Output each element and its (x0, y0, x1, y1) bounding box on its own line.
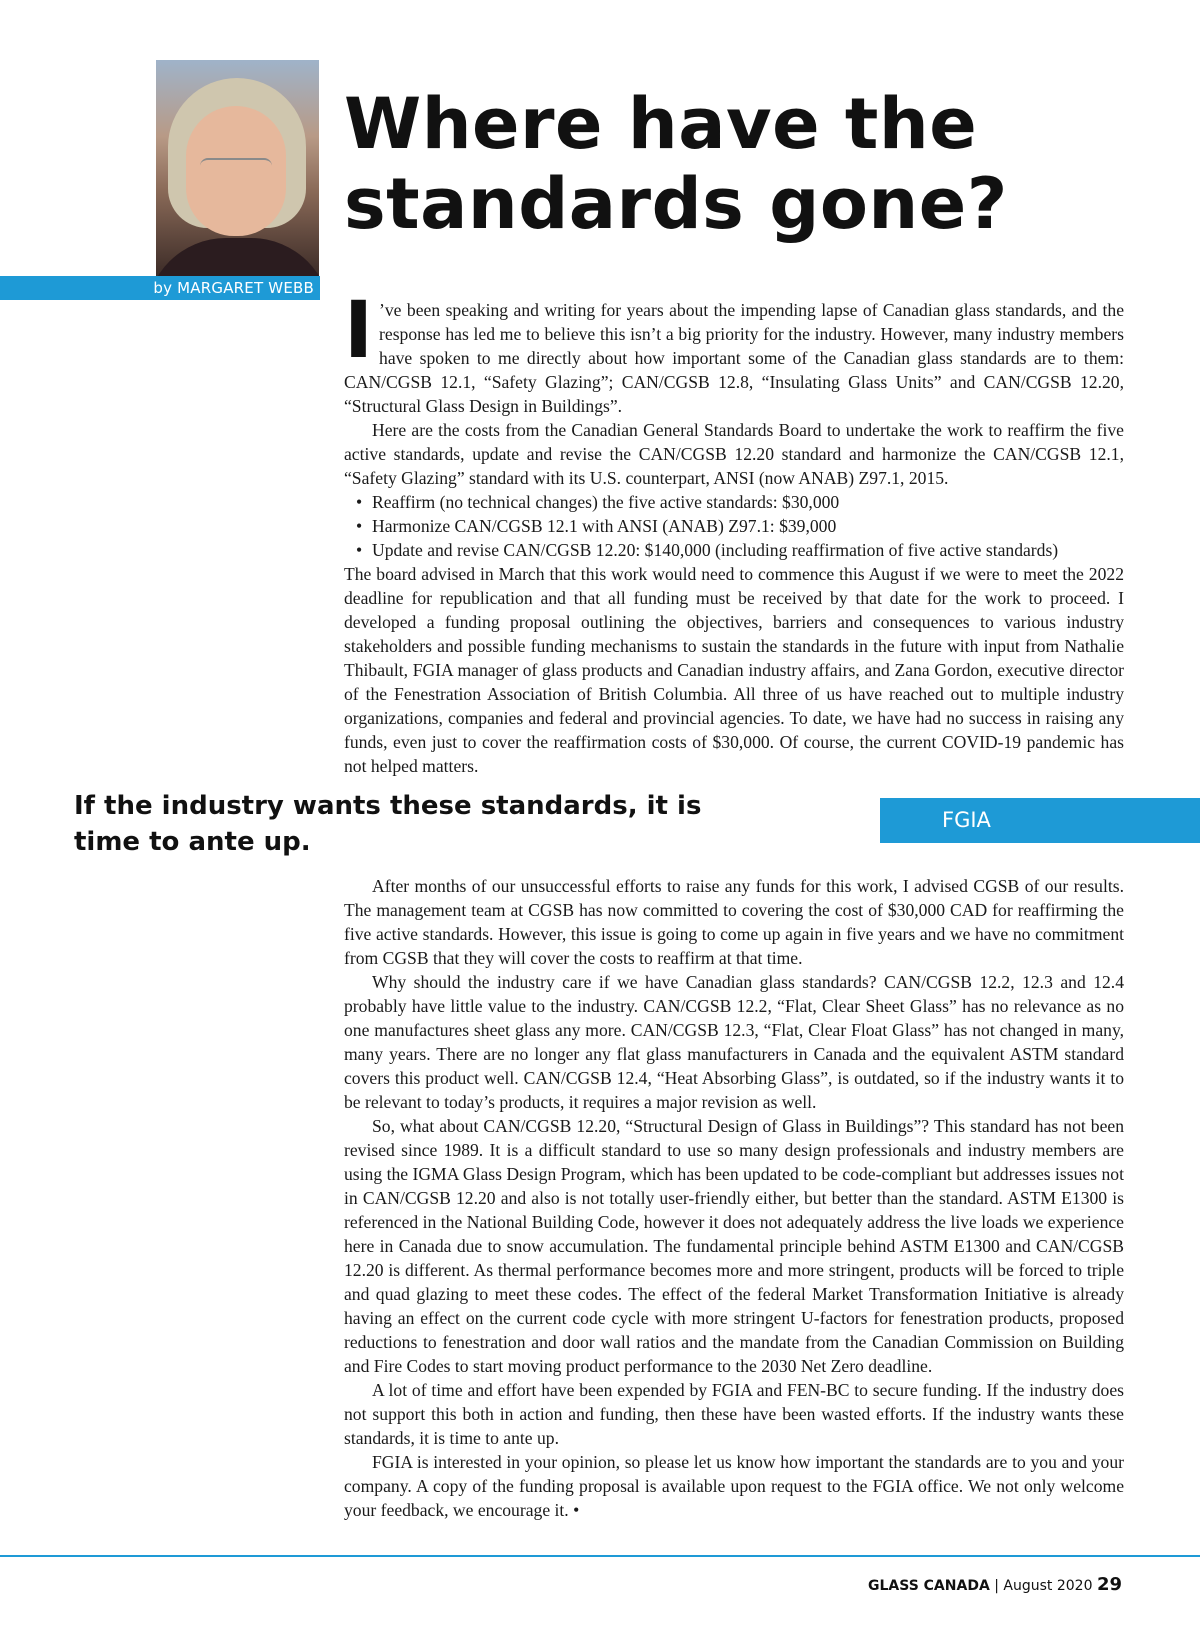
author-portrait-shoulders (156, 238, 319, 278)
list-item-text: Harmonize CAN/CGSB 12.1 with ANSI (ANAB) Z97.1: $39,000 (372, 516, 837, 536)
article-paragraph-4: After months of our unsuccessful efforts to raise any funds for this work, I advised CGSB of our results. The management team at CGSB has now committed to covering the cost of $30,000 CAD for reaffirming the five active standards. However, this issue is going to come up again in five years and we have no commitment from CGSB that they will cover the costs to reaffirm at that time. (344, 876, 1124, 968)
pull-quote: If the industry wants these standards, it is time to ante up. (74, 791, 702, 857)
article-paragraph-7: A lot of time and effort have been expended by FGIA and FEN-BC to secure funding. If the industry does not support this both in action and funding, then these have been wasted efforts. If the industry wants these standards, it is time to ante up. (344, 1380, 1124, 1448)
paragraph-1-text: ’ve been speaking and writing for years about the impending lapse of Canadian glass standards, and the response has led me to believe this isn’t a big priority for the industry. However, many industry members have spoken to me directly about how important some of the Canadian glass standards are to them: CAN/CGSB 12.1, “Safety Glazing”; CAN/CGSB 12.8, “Insulating Glass Units” and CAN/CGSB 12.20, “Structural Glass Design in Buildings”. (344, 300, 1124, 416)
section-tag: FGIA (880, 798, 1200, 843)
list-item (356, 538, 1124, 562)
page-number: 29 (1096, 1574, 1122, 1595)
page-footer (868, 1574, 1122, 1595)
article-paragraph-2: Here are the costs from the Canadian General Standards Board to undertake the work to reaffirm the five active standards, update and revise the CAN/CGSB 12.20 standard and harmonize the CAN/CGSB 12.1, “Safety Glazing” standard with its U.S. counterpart, ANSI (now ANAB) Z97.1, 2015. (344, 420, 1124, 488)
cost-list (344, 490, 1124, 562)
magazine-name: GLASS CANADA (868, 1578, 990, 1594)
article-paragraph-5: Why should the industry care if we have Canadian glass standards? CAN/CGSB 12.2, 12.3 and 12.4 probably have little value to the industry. CAN/CGSB 12.2, “Flat, Clear Sheet Glass” has no relevance as no one manufactures sheet glass any more. CAN/CGSB 12.3, “Flat, Clear Float Glass” has not changed in many, many years. There are no longer any flat glass manufacturers in Canada and the equivalent ASTM standard covers this product well. CAN/CGSB 12.4, “Heat Absorbing Glass”, is outdated, so if the industry wants it to be relevant to today’s products, it requires a major revision as well. (344, 972, 1124, 1112)
list-item (356, 514, 1124, 538)
drop-cap: I (344, 286, 374, 376)
list-item (356, 490, 1124, 514)
footer-separator: | (994, 1578, 999, 1594)
bullet-icon: • (356, 516, 363, 536)
headline-line-2: standards gone? (344, 163, 1008, 245)
author-photo (156, 60, 319, 278)
byline: by MARGARET WEBB (0, 276, 320, 300)
author-portrait-glasses (200, 158, 272, 178)
article-paragraph-1 (344, 286, 1124, 418)
list-item-text: Update and revise CAN/CGSB 12.20: $140,000 (including reaffirmation of five active standards) (372, 540, 1059, 560)
article-body-top (344, 286, 1124, 778)
article-body-bottom (344, 874, 1124, 1522)
bullet-icon: • (356, 492, 363, 512)
article-paragraph-8: FGIA is interested in your opinion, so please let us know how important the standards are to you and your company. A copy of the funding proposal is available upon request to the FGIA office. We not only welcome your feedback, we encourage it. • (344, 1452, 1124, 1520)
issue-date: August 2020 (1003, 1578, 1093, 1594)
footer-divider (0, 1555, 1200, 1557)
article-paragraph-3: The board advised in March that this work would need to commence this August if we were to meet the 2022 deadline for republication and that all funding must be received by that date for the work to proceed. I developed a funding proposal outlining the objectives, barriers and consequences to various industry stakeholders and possible funding mechanisms to sustain the standards in the future with input from Nathalie Thibault, FGIA manager of glass products and Canadian industry affairs, and Zana Gordon, executive director of the Fenestration Association of British Columbia. All three of us have reached out to multiple industry organizations, companies and federal and provincial agencies. To date, we have had no success in raising any funds, even just to cover the reaffirmation costs of $30,000. Of course, the current COVID-19 pandemic has not helped matters. (344, 564, 1124, 776)
article-paragraph-6: So, what about CAN/CGSB 12.20, “Structural Design of Glass in Buildings”? This standard has not been revised since 1989. It is a difficult standard to use so many design professionals and industry members are using the IGMA Glass Design Program, which has been updated to be code-compliant but addresses issues not in CAN/CGSB 12.20 and also is not totally user-friendly either, but better than the standard. ASTM E1300 is referenced in the National Building Code, however it does not adequately address the live loads we experience here in Canada due to snow accumulation. The fundamental principle behind ASTM E1300 and CAN/CGSB 12.20 is different. As thermal performance becomes more and more stringent, products will be forced to triple and quad glazing to meet these codes. The effect of the federal Market Transformation Initiative is already having an effect on the current code cycle with more stringent U-factors for fenestration products, proposed reductions to fenestration and door wall ratios and the mandate from the Canadian Commission on Building and Fire Codes to start moving product performance to the 2030 Net Zero deadline. (344, 1116, 1124, 1376)
bullet-icon: • (356, 540, 363, 560)
page-title (344, 84, 1144, 244)
list-item-text: Reaffirm (no technical changes) the five active standards: $30,000 (372, 492, 840, 512)
headline-line-1: Where have the (344, 83, 978, 165)
